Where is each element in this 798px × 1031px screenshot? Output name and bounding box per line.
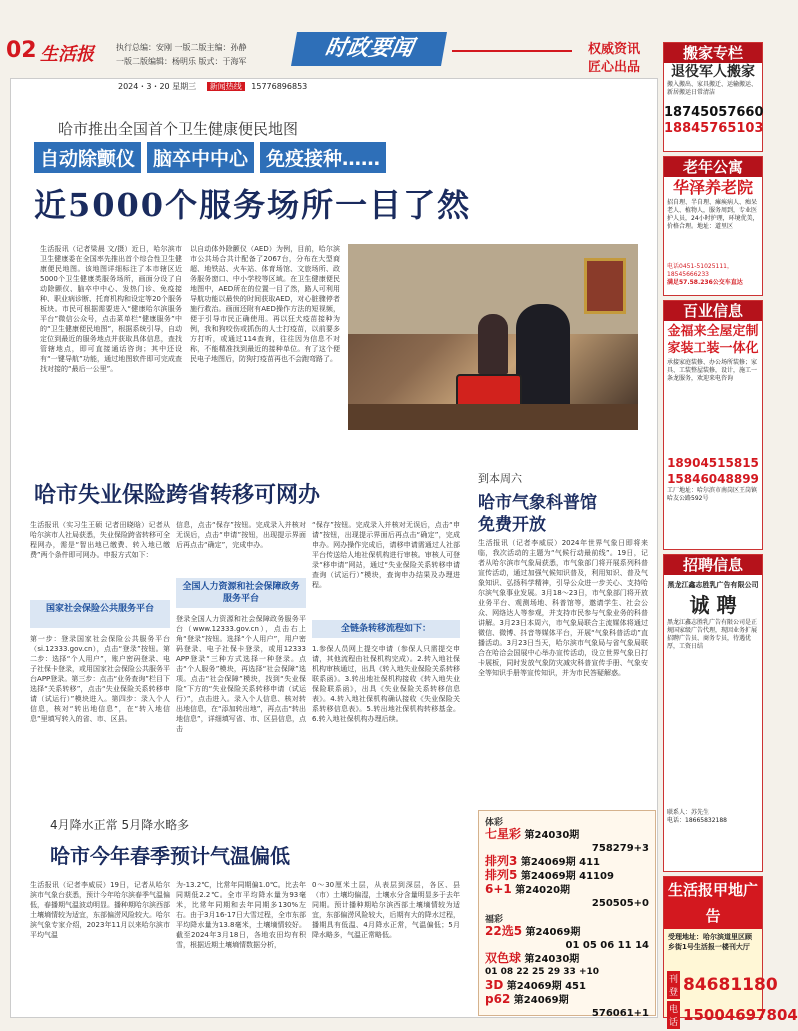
ad-moving-phone-2: 18845765103 <box>664 121 764 136</box>
ad-household-head: 百业信息 <box>664 301 762 321</box>
ad-recruit-desc: 黑龙江鑫志胜乳广告有限公司是正规国家级广告代理，现因业务扩展招聘广告员、商务专员，待遇优厚，工资日结 <box>667 619 758 650</box>
article-2-box-2: 全国人力资源和社会保障政务服务平台 <box>176 578 306 608</box>
ad-sh-title: 生活报甲地广告 <box>664 877 762 929</box>
photo-person-left <box>478 314 508 374</box>
lottery-issue: 第24069期 <box>506 981 562 992</box>
lottery-name: 七星彩 <box>485 827 522 841</box>
lottery-issue: 第24069期 <box>520 857 576 868</box>
ad-recruit-head: 招聘信息 <box>664 555 762 575</box>
article-1-headline: 近5000个服务场所一目了然 <box>34 186 472 224</box>
ad-sh-phone-2: 15004697804 <box>683 1006 798 1024</box>
ad-household-title: 金福来全屋定制家装工装一体化 <box>667 324 759 356</box>
lottery-name: 排列3 <box>485 854 518 868</box>
lottery-row <box>485 869 649 883</box>
article-3-headline-2: 免费开放 <box>478 515 546 535</box>
lottery-row <box>485 952 649 966</box>
lottery-nums: 758279+3 <box>591 843 649 854</box>
lottery-issue: 第24030期 <box>524 830 580 841</box>
lottery-issue: 第24069期 <box>513 995 569 1006</box>
article-4-headline: 哈市今年春季预计气温偏低 <box>50 844 290 868</box>
ad-household-addr: 工厂地址：哈尔滨市南岗区王岗镇哈友公路592号 <box>667 487 758 502</box>
ad-recruit-contact: 联系人：苏先生 <box>667 809 710 816</box>
ad-elderly-desc: 招自理、半自理、瘫痪病人、痴呆老人、植物人，服务周到，专业医护人员，24小时护理，环境优美，价格合理。地址：道里区 <box>667 199 759 230</box>
article-1-kicker: 哈市推出全国首个卫生健康便民地图 <box>58 120 299 138</box>
article-2-col-1: 生活报讯（实习生王硕 记者田晓晗）记者从哈尔滨市人社局获悉，失业保险跨省转移可全程网办，需是“智出地已缴费、转入地已缴费”两个条件即可网办。申报方式如下： <box>30 521 170 559</box>
hotline-label: 新闻热线 <box>207 82 245 91</box>
article-2-col-3: “保存”按钮。完成录入并核对无误后，点击“申请”按钮，出现提示界面后再点击“确定”，完成申办。网办操作完成后，请移申请需通过人社部平台传送给人地社保机构进行审核。审核人可登录“移申请”网站，通过“失业保险关系转移申请查询（试运行）”模块，查询申办结果及办理进程。 <box>312 521 460 589</box>
lottery-nums: 411 <box>579 857 600 868</box>
ad-sh-phone-row-2 <box>664 999 798 1031</box>
slogan-line-2: 匠心出品 <box>588 60 641 75</box>
ad-moving-head: 搬家专栏 <box>664 43 762 63</box>
article-3-kicker: 到本周六 <box>478 472 522 485</box>
article-1-tags <box>34 142 386 173</box>
ad-recruit-title: 诚 聘 <box>689 593 737 617</box>
article-1-col-1: 生活报讯（记者梁晨 文/摄）近日，哈尔滨市卫生健康委在全国率先推出首个综合性卫生健康便民地图。该地图详细标注了本市辖区近5000个卫生健康类服务场所，画面分设了自动除颤仪、脑卒中中心、发热门诊、免疫接种、职业病诊断、托育机构和设定等20个服务板块。市民可根据需要进入“健康哈尔滨服务平台”微信公众号，点击菜单栏“健康服务”中的“卫生健康便民地图”，根据系统引导，自动定位到最近的服务地点并获取具体信息，查找管辖地点，即可直接通话咨询；其中还设有“一键导航”功能，通过地图软件即可完成查找对接的“最后一公里”。 <box>40 245 182 373</box>
ad-sh-phone-1-label: 刊登 <box>667 971 680 999</box>
section-title: 时政要闻 <box>291 32 447 66</box>
article-1-photo <box>348 244 638 430</box>
article-4-col-3: 0～30厘米土层，从表层到深层，各区、县（市）土壤均偏湿，土壤水分含量明显多于去年同期。预计播种期哈尔滨西部土壤墒情较为适宜，东部偏涝风险较大，后期有大的降水过程，播期具有低温、4月降水正常，气温偏低；5月降水略多，气温正常略低。 <box>312 881 460 939</box>
lottery-name: 6+1 <box>485 882 512 896</box>
lottery-issue: 第24020期 <box>515 885 571 896</box>
lottery-name: 双色球 <box>485 951 522 965</box>
editors-line-1: 执行总编：安刚 一版二版主编：孙静 <box>116 43 247 52</box>
masthead <box>0 0 660 74</box>
lottery-name: 3D <box>485 978 504 992</box>
lottery-row <box>485 855 649 869</box>
lottery-name: 排列5 <box>485 868 518 882</box>
article-4-kicker: 4月降水正常 5月降水略多 <box>50 818 190 832</box>
lottery-issue: 第24030期 <box>524 954 580 965</box>
page-number: 02 <box>6 38 37 63</box>
ad-sh-phone-row-1 <box>664 971 778 999</box>
slogan-line-1: 权威资讯 <box>588 42 641 57</box>
tag-vaccination: 免疫接种…… <box>260 142 386 173</box>
ad-moving-desc: 搬入搬出、家具搬迁、运输搬运、新居搬运日常清洁 <box>667 81 758 96</box>
ad-moving-phone-1: 18745057660 <box>664 105 764 120</box>
lottery-name: 22选5 <box>485 924 523 938</box>
photo-table <box>348 404 638 430</box>
issue-date: 2024・3・20 星期三 <box>118 82 197 91</box>
ad-sh-phone-2-label: 电话 <box>667 1001 680 1029</box>
lottery-nums: 451 <box>565 981 586 992</box>
article-2-col-1b: 第一步：登录国家社会保险公共服务平台（si.12333.gov.cn），点击“登录”按钮。第二步：选择“个人用户”，账户密码登录、电子社保卡登录，或用国家社会保险公共服务平台APP登录。第三步：点击“业务查询”栏目下选择“关系转移”，点击“失业保险关系转移申请（试运行）”模块进入。第四步：录入个人信息，核对“转出地信息”，在“转入地信息”里填写转入的省、市、区县。 <box>30 635 170 723</box>
header-arrow <box>452 50 572 52</box>
lottery-row <box>485 979 649 993</box>
lottery-row <box>485 993 649 1007</box>
lottery-nums: 576061+1 <box>591 1008 649 1019</box>
lottery-issue: 第24069期 <box>525 927 581 938</box>
article-1-col-2: 以自动体外除颤仪（AED）为例，目前，哈尔滨市公共场合共计配备了2067台，分布在大型商超、地铁站、火车站、体育场馆、文旅场所、政务服务窗口、中小学校等区域。在卫生健康便民地图中，AED所在的位置一目了然，路人可利用导航功能以最快的时间获取AED，对心脏骤停者施行救治。画面还附有AED操作方法的短视频，便于引导市民正确使用。再以狂犬疫苗接种为例，我和狗咬伤或抓伤的人士打疫苗，以前要多方打听，或通过114查询，往往因为信息不对称，不能精准找到最近的接种单位。有了这个便民电子地图后，防狗打疫苗再也不会跑弯路了。 <box>190 245 340 363</box>
photo-frame <box>584 258 626 314</box>
lottery-nums: 41109 <box>579 871 614 882</box>
article-2-box-3: 全链条转移流程如下： <box>312 620 460 638</box>
lottery-panel <box>478 810 656 1019</box>
ad-recruit-tel: 电话：18665832188 <box>667 817 727 824</box>
article-2-box-1: 国家社会保险公共服务平台 <box>30 600 170 628</box>
lottery-row <box>485 925 649 939</box>
date-bar <box>118 80 338 94</box>
paper-logo: 生活报 <box>40 44 94 65</box>
article-2-headline: 哈市失业保险跨省转移可网办 <box>34 483 321 508</box>
article-2-col-2: 信息，点击“保存”按钮。完成录入并核对无误后，点击“申请”按钮，出现提示界面后再点击“确定”，完成申办。 <box>176 521 306 549</box>
ad-elderly-phone-1: 电话0451-51025111，18545666233 <box>667 263 733 278</box>
lottery-sports-label: 体彩 <box>485 818 504 828</box>
ad-recruit-company: 黑龙江鑫志胜乳广告有限公司 <box>667 581 759 589</box>
ad-elderly-title: 华泽养老院 <box>672 178 753 197</box>
ad-moving-title: 退役军人搬家 <box>671 64 755 80</box>
tag-aed: 自动除颤仪 <box>34 142 141 173</box>
lottery-nums: 01 05 06 11 14 <box>565 940 649 951</box>
article-4-col-1: 生活报讯（记者李威辰）19日，记者从哈尔滨市气象台获悉，预计今年哈尔滨春季气温偏低，春播期气温波动明显。播种期哈尔滨西部土壤墒情较为适宜，东部偏涝风险较大。哈尔滨气象专家介绍，2023年11月以来哈尔滨市平均气温 <box>30 881 170 939</box>
ad-shenghuobao <box>663 876 798 1028</box>
lottery-issue: 第24069期 <box>520 871 576 882</box>
lottery-name: p62 <box>485 992 511 1006</box>
article-4-col-2: 为-13.2℃，比常年同期偏1.0℃。比去年同期低2.2℃。全市平均降水量为93毫米，比常年同期和去年同期多130%左右。由于3月16-17日大雪过程，全市东部平均降水量为13.8毫米，土壤墒情较好。截至2024年3月18日，各地农田均有积雪，根据近期土壤墒情数据分析， <box>176 881 306 949</box>
lottery-nums: 01 08 22 25 29 33 +10 <box>485 967 600 977</box>
hotline-number: 15776896853 <box>251 82 308 91</box>
lottery-row <box>485 883 649 897</box>
article-2-col-2b: 登录全国人力资源和社会保障政务服务平台（www.12333.gov.cn），点击右上角“登录”按钮。选择“个人用户”，用户密码登录、电子社保卡登录，或用12333 APP登录“三种方式选择一种登录。点击“个人服务”模块，再选择“社会保障”选项。点击“社会保障”模块，找到“失业保险”下方的“失业保险关系转移申请（试运行）”，点击进入。录入个人信息、核对转出地信息，在“添加转出地”，再点击“转出地信息”，详细填写省、市、区县信息，点击 <box>176 615 306 733</box>
ad-elderly-head: 老年公寓 <box>664 157 762 177</box>
editors-line-2: 一版二版编辑：杨明乐 版式：于海军 <box>116 57 247 66</box>
ad-household-phone-2: 15846048899 <box>667 472 759 486</box>
lottery-row <box>485 828 649 842</box>
ad-sh-phone-1: 84681180 <box>683 975 778 995</box>
article-3-headline-1: 哈市气象科普馆 <box>478 493 597 513</box>
ad-moving <box>663 42 763 152</box>
article-2-col-3b: 1.参保人员网上提交申请（参保人只需提交申请，其他流程由社保机构完成）。2.转入地社保机构审核通过，出具《转入地失业保险关系转移联系函》。3.转出地社保机构接收《转入地失业保险联系函》，出具《失业保险关系转移信息表》。4.转入地社保机构确认接收《失业保险关系转移信息表》。5.转出地社保机构转移基金。6.转入地社保机构办理后续。 <box>312 645 460 723</box>
ad-elderly-phone-2: 满足57.58.236公交车直达 <box>667 279 743 286</box>
ad-household-phone-1: 18904515815 <box>667 456 759 470</box>
lottery-welfare-label: 福彩 <box>485 915 504 925</box>
ad-household <box>663 300 763 550</box>
ad-household-desc: 承接家庭装修、办公场所装修；家具、工装整屋装修，设计，施工一条龙服务，欢迎来电咨询 <box>667 359 758 382</box>
ad-recruit <box>663 554 763 872</box>
article-3-body: 生活报讯（记者李威辰）2024年世界气象日即将来临，我次活动的主题为“气候行动最前线”。19日，记者从哈尔滨市气象局获悉，市气象部门将开展系列科普宣传活动，通过加强气候知识普及，利用知识、普及气象知识、弘扬科学精神，引导公众进一步关心、支持哈尔滨气象事业发展。3月18～23日，市气象部门将开放业务平台、观测场地、科普馆等，邀请学生、社会公众、网络达人等参观，并支持市民参与气象业务的科普讲解。3月23日本周六，市气象局联合主流媒体将通过微信、微博、抖音等媒体平台，开展“气象科普活动”直播活动。3月23日当天，哈尔滨市气象局与省气象局联合在哈洽会国展中心举办宣传活动，设立世界气象日打卡展板，同时发放气象防灾减灾科普宣传手册、气象安全等知识手册等宣传知识，并为市民答疑解惑。 <box>478 539 648 677</box>
tag-stroke-center: 脑卒中中心 <box>147 142 254 173</box>
ad-elderly <box>663 156 763 296</box>
lottery-nums: 250505+0 <box>591 898 649 909</box>
ad-sh-line: 受理地址：哈尔滨道里区顾乡街1号生活报一楼刊大厅 <box>668 933 752 951</box>
